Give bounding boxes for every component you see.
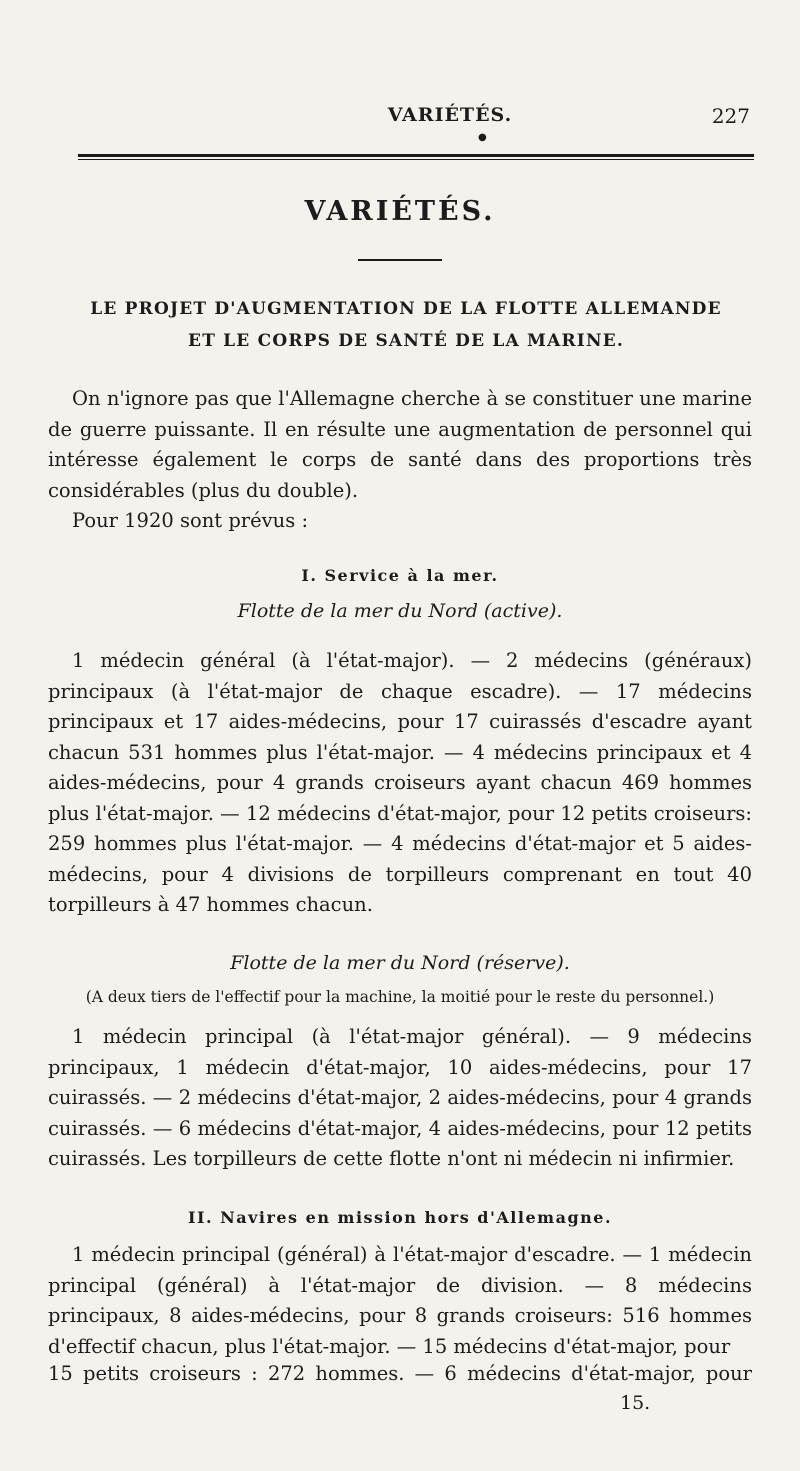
intro-lead: Pour 1920 sont prévus : xyxy=(72,509,309,532)
part1-paragraph-reserve xyxy=(48,1022,752,1175)
part2-text: 1 médecin principal (général) à l'état-major d'escadre. — 1 médecin principal (général) à l'état-major de division. — 8 médecins principaux, 8 aides-médecins, pour 8 grands croiseurs: 516 hommes d'effectif chacun, plus l'état-major. — 15 médecins d'état-major, pour xyxy=(48,1243,752,1358)
article-title-line1: LE PROJET D'AUGMENTATION DE LA FLOTTE ALLEMANDE xyxy=(90,299,722,319)
page-number: 227 xyxy=(711,104,750,128)
part2-paragraph xyxy=(48,1240,752,1362)
part1-subheading-reserve: Flotte de la mer du Nord (réserve). xyxy=(230,952,570,974)
header-rule-thin xyxy=(78,159,754,160)
part1-paragraph-active xyxy=(48,646,752,921)
part1-subheading-active: Flotte de la mer du Nord (active). xyxy=(237,600,563,622)
part1-text-active: 1 médecin général (à l'état-major). — 2 médecins (généraux) principaux (à l'état-major de chaque escadre). — 17 médecins principaux et 17 aides-médecins, pour 17 cuirassés d'escadre ayant chacun 531 hommes plus l'état-major. — 4 médecins principaux et 4 aides-médecins, pour 4 grands croiseurs ayant chacun 469 hommes plus l'état-major. — 12 médecins d'état-major, pour 12 petits croiseurs: 259 hommes plus l'état-major. — 4 médecins d'état-major et 5 aides-médecins, pour 4 divisions de torpilleurs comprenant en tout 40 torpilleurs à 47 hommes chacun. xyxy=(48,649,752,916)
header-rule xyxy=(78,154,754,157)
part1-heading: I. Service à la mer. xyxy=(301,566,499,585)
part2-heading: II. Navires en mission hors d'Allemagne. xyxy=(187,1208,613,1227)
article-title xyxy=(66,293,746,357)
section-title: VARIÉTÉS. xyxy=(304,196,496,227)
intro-paragraph: On n'ignore pas que l'Allemagne cherche à se constituer une marine de guerre puissante. Il en résulte une augmentation de personnel qui intéresse également le corps de santé dans des proportions très considérables (plus du double). xyxy=(48,387,752,502)
article-title-line2: ET LE CORPS DE SANTÉ DE LA MARINE. xyxy=(188,331,624,351)
running-header xyxy=(80,96,750,136)
catchword: 15. xyxy=(620,1392,651,1414)
running-title: VARIÉTÉS. xyxy=(387,104,513,126)
part2-last-line: 15 petits croiseurs : 272 hommes. — 6 médecins d'état-major, pour xyxy=(48,1362,752,1385)
header-ornament: ● xyxy=(478,132,487,143)
title-rule xyxy=(358,259,442,261)
part1-note: (A deux tiers de l'effectif pour la machine, la moitié pour le reste du personnel.) xyxy=(85,988,715,1006)
intro-block xyxy=(48,384,752,537)
part1-text-reserve: 1 médecin principal (à l'état-major général). — 9 médecins principaux, 1 médecin d'état-major, 10 aides-médecins, pour 17 cuirassés. — 2 médecins d'état-major, 2 aides-médecins, pour 4 grands cuirassés. — 6 médecins d'état-major, 4 aides-médecins, pour 12 petits cuirassés. Les torpilleurs de cette flotte n'ont ni médecin ni infirmier. xyxy=(48,1025,752,1170)
